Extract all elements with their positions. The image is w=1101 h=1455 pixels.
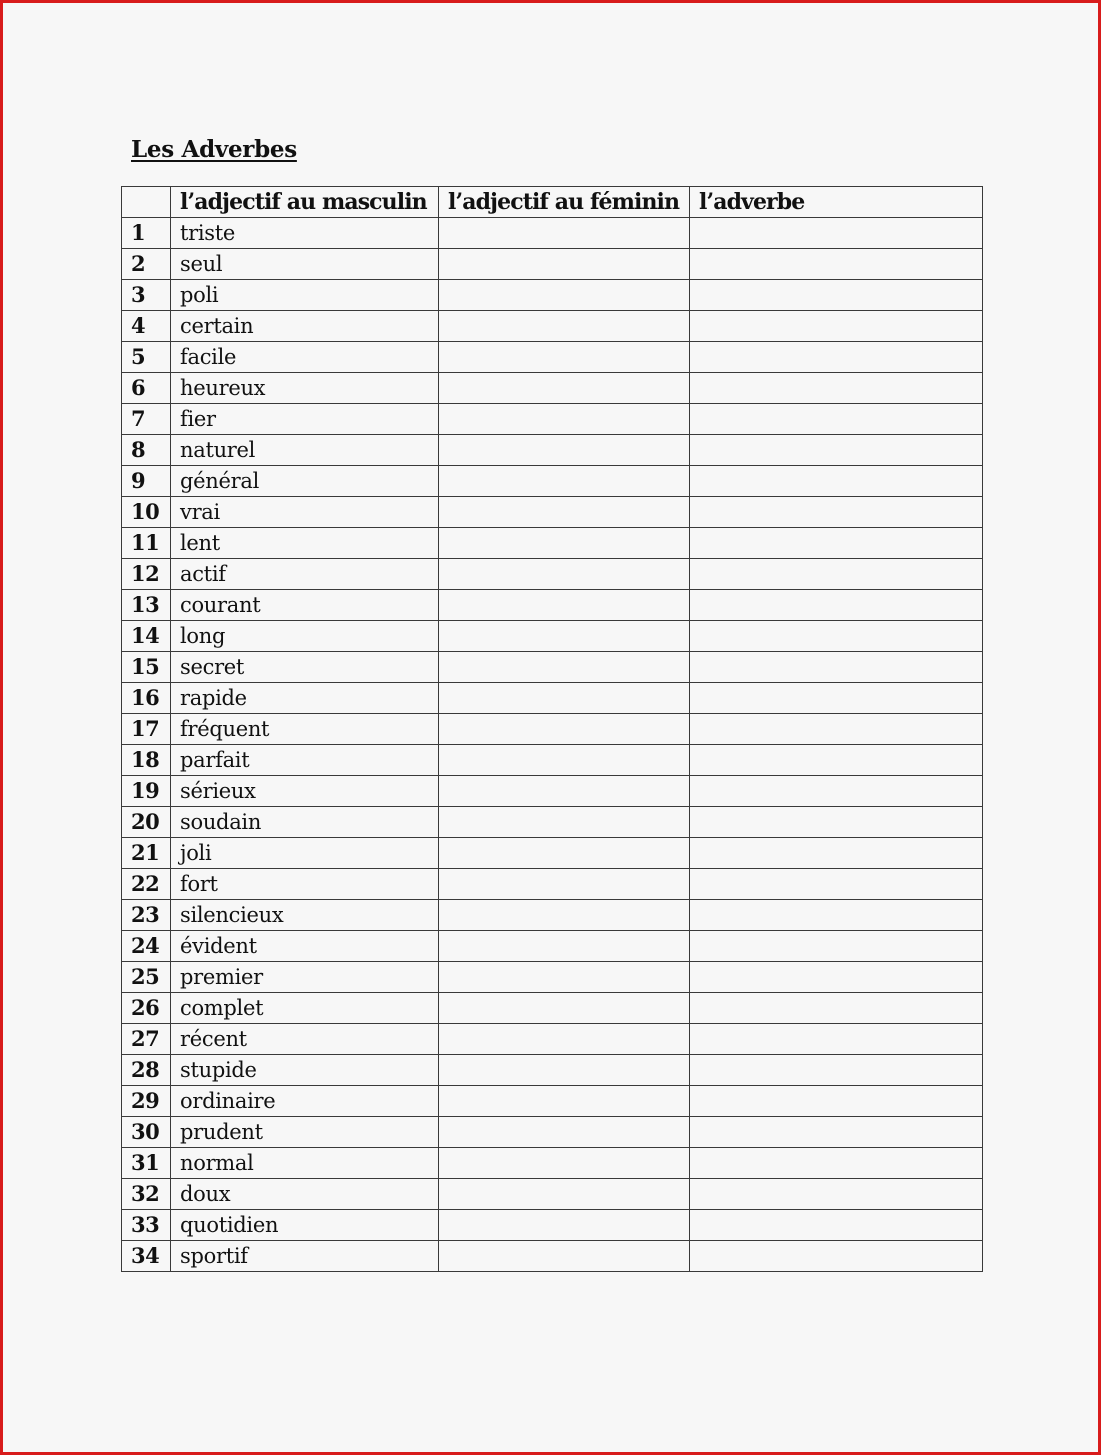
table-row — [122, 1179, 983, 1210]
adverb-blank[interactable] — [690, 931, 983, 962]
row-number: 26 — [122, 993, 171, 1024]
masculine-adjective-cell: heureux — [171, 373, 439, 404]
table-row — [122, 807, 983, 838]
table-row — [122, 1055, 983, 1086]
table-row — [122, 218, 983, 249]
masculine-adjective-cell: lent — [171, 528, 439, 559]
masculine-adjective-cell: long — [171, 621, 439, 652]
adverb-blank[interactable] — [690, 807, 983, 838]
adverbs-table — [121, 186, 983, 1272]
feminine-adjective-blank[interactable] — [439, 218, 690, 249]
feminine-adjective-blank[interactable] — [439, 714, 690, 745]
table-row — [122, 745, 983, 776]
feminine-adjective-blank[interactable] — [439, 931, 690, 962]
adverb-blank[interactable] — [690, 559, 983, 590]
adverb-blank[interactable] — [690, 1148, 983, 1179]
adverb-blank[interactable] — [690, 590, 983, 621]
table-row — [122, 528, 983, 559]
row-number: 29 — [122, 1086, 171, 1117]
table-row — [122, 497, 983, 528]
adverb-blank[interactable] — [690, 869, 983, 900]
feminine-adjective-blank[interactable] — [439, 993, 690, 1024]
adverb-blank[interactable] — [690, 311, 983, 342]
adverb-blank[interactable] — [690, 497, 983, 528]
masculine-adjective-cell: premier — [171, 962, 439, 993]
table-row — [122, 435, 983, 466]
masculine-adjective-cell: triste — [171, 218, 439, 249]
table-row — [122, 1086, 983, 1117]
row-number: 21 — [122, 838, 171, 869]
row-number: 5 — [122, 342, 171, 373]
masculine-adjective-cell: poli — [171, 280, 439, 311]
row-number: 33 — [122, 1210, 171, 1241]
adverb-blank[interactable] — [690, 466, 983, 497]
masculine-adjective-cell: général — [171, 466, 439, 497]
masculine-adjective-cell: doux — [171, 1179, 439, 1210]
feminine-adjective-blank[interactable] — [439, 1055, 690, 1086]
feminine-adjective-blank[interactable] — [439, 776, 690, 807]
feminine-adjective-blank[interactable] — [439, 1241, 690, 1272]
row-number: 17 — [122, 714, 171, 745]
table-row — [122, 962, 983, 993]
table-row — [122, 342, 983, 373]
row-number: 27 — [122, 1024, 171, 1055]
table-row — [122, 838, 983, 869]
table-row — [122, 404, 983, 435]
feminine-adjective-blank[interactable] — [439, 342, 690, 373]
row-number: 31 — [122, 1148, 171, 1179]
feminine-adjective-blank[interactable] — [439, 497, 690, 528]
table-row — [122, 714, 983, 745]
adverb-blank[interactable] — [690, 1117, 983, 1148]
feminine-adjective-blank[interactable] — [439, 466, 690, 497]
table-row — [122, 1241, 983, 1272]
adverb-blank[interactable] — [690, 745, 983, 776]
adverb-blank[interactable] — [690, 993, 983, 1024]
table-row — [122, 249, 983, 280]
table-row — [122, 776, 983, 807]
masculine-adjective-cell: fier — [171, 404, 439, 435]
row-number: 25 — [122, 962, 171, 993]
masculine-adjective-cell: vrai — [171, 497, 439, 528]
adverb-blank[interactable] — [690, 714, 983, 745]
masculine-adjective-cell: fréquent — [171, 714, 439, 745]
table-body — [122, 218, 983, 1272]
table-row — [122, 652, 983, 683]
masculine-adjective-cell: joli — [171, 838, 439, 869]
masculine-adjective-cell: ordinaire — [171, 1086, 439, 1117]
row-number: 23 — [122, 900, 171, 931]
feminine-adjective-blank[interactable] — [439, 249, 690, 280]
feminine-adjective-blank[interactable] — [439, 1024, 690, 1055]
adverb-blank[interactable] — [690, 528, 983, 559]
table-row — [122, 466, 983, 497]
feminine-adjective-blank[interactable] — [439, 311, 690, 342]
row-number: 14 — [122, 621, 171, 652]
table-header-row — [122, 187, 983, 218]
table-row — [122, 311, 983, 342]
table-row — [122, 900, 983, 931]
feminine-adjective-blank[interactable] — [439, 745, 690, 776]
adverb-blank[interactable] — [690, 280, 983, 311]
row-number: 15 — [122, 652, 171, 683]
feminine-adjective-blank[interactable] — [439, 652, 690, 683]
feminine-adjective-blank[interactable] — [439, 807, 690, 838]
feminine-adjective-blank[interactable] — [439, 559, 690, 590]
row-number: 13 — [122, 590, 171, 621]
masculine-adjective-cell: certain — [171, 311, 439, 342]
table-row — [122, 931, 983, 962]
table-row — [122, 280, 983, 311]
adverb-blank[interactable] — [690, 962, 983, 993]
row-number: 3 — [122, 280, 171, 311]
masculine-adjective-cell: stupide — [171, 1055, 439, 1086]
adverb-blank[interactable] — [690, 900, 983, 931]
feminine-adjective-blank[interactable] — [439, 900, 690, 931]
document-title: Les Adverbes — [131, 136, 297, 163]
adverb-blank[interactable] — [690, 1024, 983, 1055]
row-number: 20 — [122, 807, 171, 838]
adverb-blank[interactable] — [690, 1210, 983, 1241]
adverb-blank[interactable] — [690, 621, 983, 652]
masculine-adjective-cell: actif — [171, 559, 439, 590]
table-row — [122, 869, 983, 900]
masculine-adjective-cell: sérieux — [171, 776, 439, 807]
table-row — [122, 683, 983, 714]
feminine-adjective-blank[interactable] — [439, 435, 690, 466]
feminine-adjective-blank[interactable] — [439, 683, 690, 714]
table-row — [122, 1024, 983, 1055]
row-number: 1 — [122, 218, 171, 249]
masculine-adjective-cell: sportif — [171, 1241, 439, 1272]
adverb-blank[interactable] — [690, 1241, 983, 1272]
masculine-adjective-cell: courant — [171, 590, 439, 621]
feminine-adjective-blank[interactable] — [439, 1148, 690, 1179]
row-number: 2 — [122, 249, 171, 280]
row-number: 4 — [122, 311, 171, 342]
table-row — [122, 621, 983, 652]
row-number: 6 — [122, 373, 171, 404]
masculine-adjective-cell: normal — [171, 1148, 439, 1179]
masculine-adjective-cell: naturel — [171, 435, 439, 466]
row-number: 16 — [122, 683, 171, 714]
adverb-blank[interactable] — [690, 218, 983, 249]
adverb-blank[interactable] — [690, 683, 983, 714]
table-row — [122, 1117, 983, 1148]
table-row — [122, 993, 983, 1024]
adverb-blank[interactable] — [690, 838, 983, 869]
masculine-adjective-cell: facile — [171, 342, 439, 373]
masculine-adjective-cell: récent — [171, 1024, 439, 1055]
row-number: 7 — [122, 404, 171, 435]
row-number: 19 — [122, 776, 171, 807]
masculine-adjective-cell: parfait — [171, 745, 439, 776]
adverb-blank[interactable] — [690, 342, 983, 373]
feminine-adjective-blank[interactable] — [439, 869, 690, 900]
row-number: 12 — [122, 559, 171, 590]
row-number: 11 — [122, 528, 171, 559]
feminine-adjective-blank[interactable] — [439, 280, 690, 311]
row-number: 9 — [122, 466, 171, 497]
table-row — [122, 1210, 983, 1241]
feminine-adjective-blank[interactable] — [439, 373, 690, 404]
header-masculine-adjective: l’adjectif au masculin — [171, 187, 439, 218]
masculine-adjective-cell: soudain — [171, 807, 439, 838]
adverb-blank[interactable] — [690, 1179, 983, 1210]
row-number: 24 — [122, 931, 171, 962]
adverb-blank[interactable] — [690, 652, 983, 683]
row-number: 28 — [122, 1055, 171, 1086]
feminine-adjective-blank[interactable] — [439, 1179, 690, 1210]
table-row — [122, 590, 983, 621]
row-number: 10 — [122, 497, 171, 528]
adverb-blank[interactable] — [690, 1086, 983, 1117]
header-feminine-adjective: l’adjectif au féminin — [439, 187, 690, 218]
feminine-adjective-blank[interactable] — [439, 590, 690, 621]
header-number — [122, 187, 171, 218]
row-number: 34 — [122, 1241, 171, 1272]
row-number: 8 — [122, 435, 171, 466]
feminine-adjective-blank[interactable] — [439, 528, 690, 559]
feminine-adjective-blank[interactable] — [439, 621, 690, 652]
table-row — [122, 1148, 983, 1179]
masculine-adjective-cell: secret — [171, 652, 439, 683]
masculine-adjective-cell: évident — [171, 931, 439, 962]
table-row — [122, 373, 983, 404]
masculine-adjective-cell: prudent — [171, 1117, 439, 1148]
row-number: 18 — [122, 745, 171, 776]
masculine-adjective-cell: quotidien — [171, 1210, 439, 1241]
row-number: 30 — [122, 1117, 171, 1148]
feminine-adjective-blank[interactable] — [439, 1210, 690, 1241]
feminine-adjective-blank[interactable] — [439, 404, 690, 435]
row-number: 32 — [122, 1179, 171, 1210]
row-number: 22 — [122, 869, 171, 900]
adverb-blank[interactable] — [690, 776, 983, 807]
feminine-adjective-blank[interactable] — [439, 1117, 690, 1148]
masculine-adjective-cell: rapide — [171, 683, 439, 714]
adverb-blank[interactable] — [690, 1055, 983, 1086]
adverb-blank[interactable] — [690, 404, 983, 435]
masculine-adjective-cell: silencieux — [171, 900, 439, 931]
feminine-adjective-blank[interactable] — [439, 1086, 690, 1117]
adverb-blank[interactable] — [690, 435, 983, 466]
adverb-blank[interactable] — [690, 373, 983, 404]
adverb-blank[interactable] — [690, 249, 983, 280]
masculine-adjective-cell: seul — [171, 249, 439, 280]
table-row — [122, 559, 983, 590]
feminine-adjective-blank[interactable] — [439, 838, 690, 869]
header-adverb: l’adverbe — [690, 187, 983, 218]
masculine-adjective-cell: complet — [171, 993, 439, 1024]
feminine-adjective-blank[interactable] — [439, 962, 690, 993]
masculine-adjective-cell: fort — [171, 869, 439, 900]
